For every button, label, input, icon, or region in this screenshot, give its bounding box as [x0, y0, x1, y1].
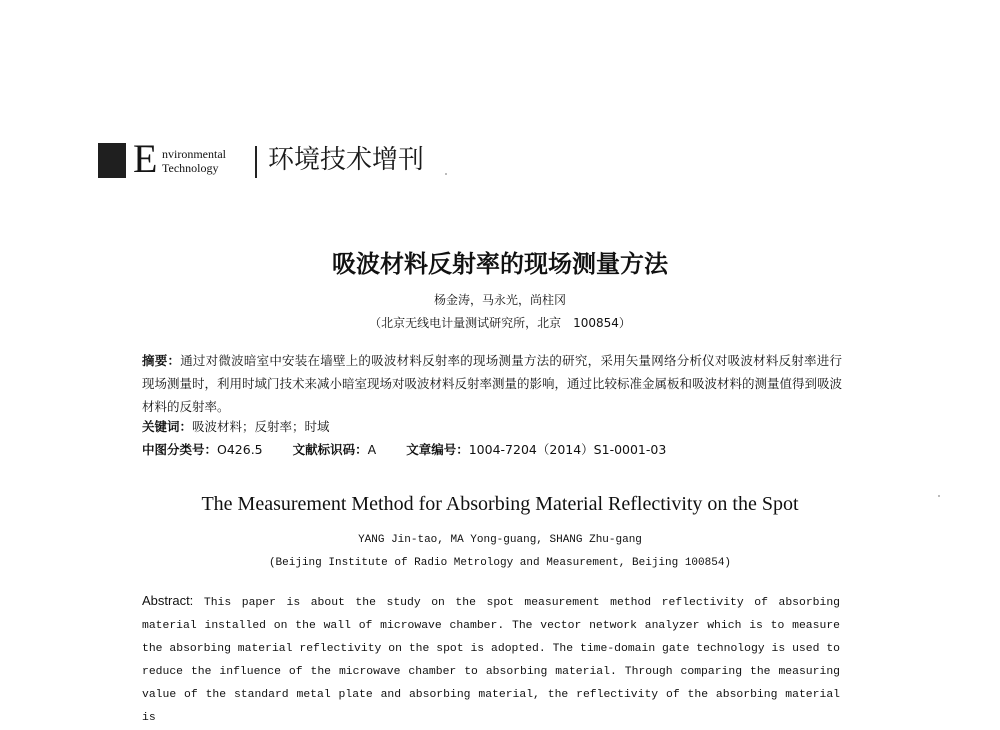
journal-logo-line1: nvironmental	[162, 147, 226, 161]
scan-speck	[938, 495, 940, 497]
abstract-cn-text: 通过对微波暗室中安装在墙壁上的吸波材料反射率的现场测量方法的研究，采用矢量网络分析仪对吸波材料反射率进行现场测量时，利用时域门技术来减小暗室现场对吸波材料反射率测量的影响，通过比较标准金属板和吸波材料的测量值得到吸波材料的反射率。	[142, 353, 843, 414]
abstract-en	[142, 589, 840, 730]
paper-title-cn: 吸波材料反射率的现场测量方法	[332, 250, 668, 278]
authors-en: YANG Jin-tao, MA Yong-guang, SHANG Zhu-gang	[358, 534, 642, 546]
article-no-value: 1004-7204（2014）S1-0001-03	[468, 442, 667, 457]
abstract-cn	[142, 349, 842, 418]
scan-speck	[445, 173, 447, 175]
journal-header-divider	[255, 146, 257, 178]
doc-code-value: A	[367, 442, 377, 457]
article-no-label: 文章编号：	[406, 442, 469, 457]
journal-logo-block	[98, 143, 126, 178]
keywords-cn-label: 关键词：	[142, 419, 193, 434]
clc-value: O426.5	[217, 442, 263, 457]
paper-title-en: The Measurement Method for Absorbing Material Reflectivity on the Spot	[201, 493, 799, 515]
clc-label: 中图分类号：	[142, 442, 218, 457]
doc-code-label: 文献标识码：	[292, 442, 368, 457]
abstract-en-label: Abstract:	[142, 593, 194, 608]
affiliation-en: (Beijing Institute of Radio Metrology and Measurement, Beijing 100854)	[268, 557, 732, 569]
keywords-cn-text: 吸波材料；反射率；时域	[192, 419, 330, 434]
affiliation-cn: （北京无线电计量测试研究所，北京 100854）	[369, 316, 631, 330]
authors-cn: 杨金涛，马永光，尚柱冈	[433, 293, 566, 307]
keywords-cn	[142, 419, 330, 435]
abstract-cn-label: 摘要：	[142, 353, 181, 368]
journal-logo-letter: E	[133, 136, 158, 181]
abstract-en-text: This paper is about the study on the spot measurement method reflectivity of absorbing material installed on the wall of microwave chamber. The vector network analyzer which is to measure the absorbing material reflectivity on the spot is adopted. The time-domain gate technology is used to reduce the influence of the microwave chamber to absorbing material. Through comparing the measuring value of the standard metal plate and absorbing material, the reflectivity of the absorbing material is	[142, 597, 840, 724]
journal-name-cn: 环境技术增刊	[268, 145, 425, 175]
journal-logo-line2: Technology	[162, 161, 219, 175]
classification-row	[142, 442, 666, 458]
